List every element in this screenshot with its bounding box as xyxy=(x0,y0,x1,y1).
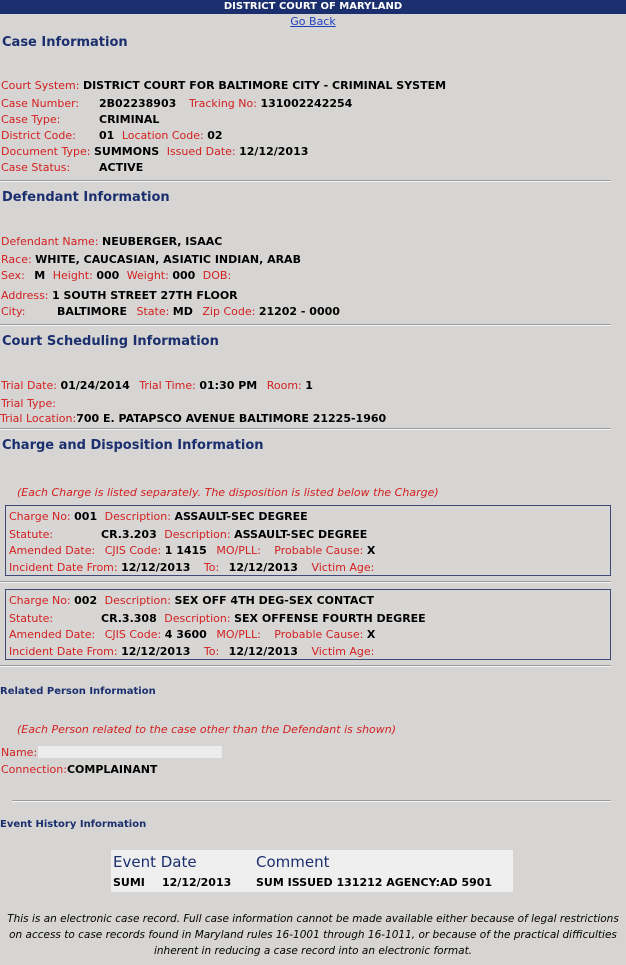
related-name-label: Name: xyxy=(1,746,38,759)
race-value: WHITE, CAUCASIAN, ASIATIC INDIAN, ARAB xyxy=(35,253,301,266)
trial-location-row xyxy=(0,412,386,425)
trial-date-value: 01/24/2014 xyxy=(60,379,130,392)
district-code-value: 01 xyxy=(99,129,115,142)
divider xyxy=(0,428,611,430)
statute-value: CR.3.203 xyxy=(101,528,157,541)
event-comment: SUM ISSUED 131212 AGENCY:AD 5901 xyxy=(256,876,493,889)
tracking-value: 131002242254 xyxy=(260,97,353,110)
location-code-value: 02 xyxy=(207,129,223,142)
incident-from-value: 12/12/2013 xyxy=(121,645,191,658)
incident-to-value: 12/12/2013 xyxy=(228,561,298,574)
sex-value: M xyxy=(34,269,46,282)
divider xyxy=(0,665,611,667)
race-row xyxy=(1,253,301,266)
incident-row xyxy=(9,645,374,658)
address-row xyxy=(1,289,238,302)
room-value: 1 xyxy=(305,379,313,392)
defendant-name-row xyxy=(1,235,222,248)
statute-label-wrap xyxy=(9,528,53,541)
state-label: State: xyxy=(136,305,170,318)
case-number-label: Case Number: xyxy=(1,97,80,110)
page-title: DISTRICT COURT OF MARYLAND xyxy=(0,0,626,14)
cjis-value: 1 1415 xyxy=(164,544,207,557)
weight-label: Weight: xyxy=(126,269,169,282)
mo-pll-label: MO/PLL: xyxy=(216,628,261,641)
description-label: Description: xyxy=(104,594,171,607)
defendant-name-value: NEUBERGER, ISAAC xyxy=(102,235,223,248)
amended-label: Amended Date: xyxy=(9,628,96,641)
description-value: SEX OFF 4TH DEG-SEX CONTACT xyxy=(174,594,374,607)
incident-to-label: To: xyxy=(203,645,220,658)
trial-type-label: Trial Type: xyxy=(1,397,56,410)
connection-value: COMPLAINANT xyxy=(66,763,158,776)
divider xyxy=(0,324,611,326)
statute-value: CR.3.308 xyxy=(101,612,157,625)
sex-label: Sex: xyxy=(1,269,25,282)
connection-label: Connection: xyxy=(1,763,67,776)
statute-desc-value: ASSAULT-SEC DEGREE xyxy=(234,528,368,541)
zip-label: Zip Code: xyxy=(202,305,256,318)
case-info-heading: Case Information xyxy=(2,35,128,50)
incident-from-label: Incident Date From: xyxy=(9,645,118,658)
trial-location-label: Trial Location: xyxy=(0,412,77,425)
case-number-row xyxy=(1,97,79,110)
amended-row xyxy=(9,544,375,557)
city-value: BALTIMORE xyxy=(57,305,127,318)
charge-no-label: Charge No: xyxy=(9,510,71,523)
related-heading: Related Person Information xyxy=(0,686,156,697)
sex-height-weight-row xyxy=(1,269,231,282)
issued-date-value: 12/12/2013 xyxy=(239,145,309,158)
amended-label: Amended Date: xyxy=(9,544,96,557)
zip-value: 21202 - 0000 xyxy=(258,305,340,318)
trial-date-row xyxy=(1,379,313,392)
victim-age-label: Victim Age: xyxy=(311,561,375,574)
charge-card xyxy=(5,505,611,576)
tracking-label: Tracking No: xyxy=(189,97,257,110)
case-number-value: 2B02238903 xyxy=(99,97,177,110)
statute-row xyxy=(101,528,367,541)
height-value: 000 xyxy=(96,269,120,282)
incident-to-label: To: xyxy=(203,561,220,574)
dob-label: DOB: xyxy=(202,269,232,282)
case-status-label: Case Status: xyxy=(1,161,71,174)
trial-time-value: 01:30 PM xyxy=(199,379,258,392)
address-value: 1 SOUTH STREET 27TH FLOOR xyxy=(52,289,238,302)
trial-date-label: Trial Date: xyxy=(1,379,57,392)
event-date: 12/12/2013 xyxy=(162,876,232,889)
description-value: ASSAULT-SEC DEGREE xyxy=(174,510,308,523)
doc-type-label: Document Type: xyxy=(1,145,91,158)
trial-time-label: Trial Time: xyxy=(139,379,196,392)
tracking-row xyxy=(189,97,352,110)
charges-heading: Charge and Disposition Information xyxy=(2,438,264,453)
comment-header: Comment xyxy=(256,853,330,871)
weight-value: 000 xyxy=(172,269,196,282)
divider xyxy=(0,581,611,583)
district-code-label: District Code: xyxy=(1,129,76,142)
connection-row xyxy=(1,763,157,776)
address-label: Address: xyxy=(1,289,49,302)
room-label: Room: xyxy=(266,379,302,392)
case-status-value: ACTIVE xyxy=(99,161,144,174)
statute-row xyxy=(101,612,426,625)
defendant-heading: Defendant Information xyxy=(2,190,170,205)
issued-date-label: Issued Date: xyxy=(166,145,236,158)
statute-label: Statute: xyxy=(9,528,54,541)
events-heading: Event History Information xyxy=(0,819,147,830)
statute-desc-value: SEX OFFENSE FOURTH DEGREE xyxy=(234,612,426,625)
trial-location-value: 700 E. PATAPSCO AVENUE BALTIMORE 21225-1960 xyxy=(76,412,387,425)
charge-no-value: 001 xyxy=(74,510,98,523)
victim-age-label: Victim Age: xyxy=(311,645,375,658)
incident-to-value: 12/12/2013 xyxy=(228,645,298,658)
race-label: Race: xyxy=(1,253,32,266)
event-date-header: Event Date xyxy=(113,853,197,871)
mo-pll-label: MO/PLL: xyxy=(216,544,261,557)
related-note: (Each Person related to the case other than the Defendant is shown) xyxy=(17,723,397,736)
doc-type-value: SUMMONS xyxy=(93,145,160,158)
charge-card xyxy=(5,589,611,660)
city-state-zip-row xyxy=(57,305,340,318)
charges-note: (Each Charge is listed separately. The disposition is listed below the Charge) xyxy=(17,486,439,499)
charge-no-label: Charge No: xyxy=(9,594,71,607)
cjis-label: CJIS Code: xyxy=(104,544,162,557)
incident-from-value: 12/12/2013 xyxy=(121,561,191,574)
charge-no-value: 002 xyxy=(74,594,98,607)
statute-label-wrap xyxy=(9,612,53,625)
probable-cause-label: Probable Cause: xyxy=(274,544,364,557)
defendant-name-label: Defendant Name: xyxy=(1,235,99,248)
go-back-link[interactable]: Go Back xyxy=(290,15,336,28)
city-label: City: xyxy=(1,305,26,318)
state-value: MD xyxy=(172,305,193,318)
district-location-row xyxy=(99,129,223,142)
court-system-row xyxy=(1,79,446,92)
divider xyxy=(0,180,611,182)
probable-cause-value: X xyxy=(366,544,376,557)
disclaimer-text: This is an electronic case record. Full case information cannot be made available either because of legal restrictions on access to case records found in Maryland rules 16-1001 through 16-1011, or because of the practical difficulties inherent in reducing a case record into an electronic format. xyxy=(7,913,619,957)
divider xyxy=(12,800,611,802)
court-system-label: Court System: xyxy=(1,79,80,92)
case-type-label: Case Type: xyxy=(1,113,61,126)
scheduling-heading: Court Scheduling Information xyxy=(2,334,219,349)
doc-type-row xyxy=(1,145,308,158)
location-code-label: Location Code: xyxy=(121,129,204,142)
charge-row-1 xyxy=(9,510,308,523)
probable-cause-label: Probable Cause: xyxy=(274,628,364,641)
description-label: Description: xyxy=(104,510,171,523)
cjis-label: CJIS Code: xyxy=(104,628,162,641)
height-label: Height: xyxy=(52,269,93,282)
statute-label: Statute: xyxy=(9,612,54,625)
event-history-table xyxy=(111,850,513,892)
statute-desc-label: Description: xyxy=(164,528,231,541)
statute-desc-label: Description: xyxy=(164,612,231,625)
related-name-field xyxy=(38,746,222,758)
amended-row xyxy=(9,628,375,641)
charge-row-2 xyxy=(9,594,374,607)
cjis-value: 4 3600 xyxy=(164,628,207,641)
court-system-value: DISTRICT COURT FOR BALTIMORE CITY - CRIMINAL SYSTEM xyxy=(82,79,447,92)
case-type-value: CRIMINAL xyxy=(99,113,160,126)
event-code: SUMI xyxy=(113,876,145,889)
probable-cause-value: X xyxy=(366,628,376,641)
incident-row xyxy=(9,561,374,574)
incident-from-label: Incident Date From: xyxy=(9,561,118,574)
